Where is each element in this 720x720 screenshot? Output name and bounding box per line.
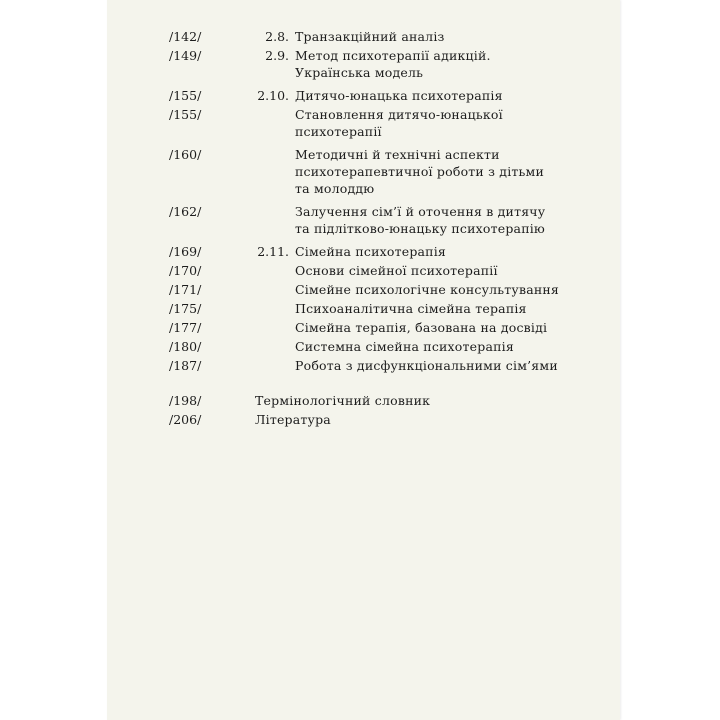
toc-title: Література <box>255 412 331 427</box>
toc-page-number: /169/ <box>169 244 202 259</box>
toc-subentry <box>169 281 609 298</box>
toc-title: Психоаналітична сімейна терапія <box>295 301 527 316</box>
toc-title: Метод психотерапії адикцій. Українська модель <box>295 48 491 80</box>
toc-title: Термінологічний словник <box>255 393 431 408</box>
toc-title: Залучення сім’ї й оточення в дитячу та підлітково-юнацьку психотерапію <box>295 204 546 236</box>
table-of-contents <box>169 28 609 428</box>
toc-title: Робота з дисфункціональними сім’ями <box>295 358 558 373</box>
toc-page-number: /142/ <box>169 29 202 44</box>
toc-page-number: /162/ <box>169 204 202 219</box>
toc-section-number: 2.11. <box>257 244 289 259</box>
toc-page-number: /187/ <box>169 358 202 373</box>
toc-subentry <box>169 338 609 355</box>
toc-title: Становлення дитячо-юнацької психотерапії <box>295 107 503 139</box>
toc-title: Системна сімейна психотерапія <box>295 339 514 354</box>
toc-page-number: /175/ <box>169 301 202 316</box>
toc-entry <box>169 243 609 260</box>
toc-subentry <box>169 203 609 237</box>
toc-page-number: /155/ <box>169 88 202 103</box>
toc-title: Основи сімейної психотерапії <box>295 263 498 278</box>
toc-subentry <box>169 262 609 279</box>
toc-page-number: /198/ <box>169 393 202 408</box>
toc-subentry <box>169 357 609 374</box>
toc-subentry <box>169 106 609 140</box>
toc-section-number: 2.8. <box>265 29 289 44</box>
toc-title: Методичні й технічні аспекти психотерапевтичної роботи з дітьми та молоддю <box>295 147 544 196</box>
toc-page-number: /149/ <box>169 48 202 63</box>
toc-entry <box>169 28 609 45</box>
toc-subentry <box>169 319 609 336</box>
toc-page-number: /206/ <box>169 412 202 427</box>
toc-section-number: 2.9. <box>265 48 289 63</box>
toc-page-number: /155/ <box>169 107 202 122</box>
toc-title: Сімейне психологічне консультування <box>295 282 560 297</box>
toc-entry <box>169 47 609 81</box>
toc-page-number: /170/ <box>169 263 202 278</box>
toc-page-number: /160/ <box>169 147 202 162</box>
book-page <box>107 0 620 720</box>
toc-title: Сімейна психотерапія <box>295 244 446 259</box>
toc-subentry <box>169 146 609 197</box>
toc-section-number: 2.10. <box>257 88 289 103</box>
toc-title: Сімейна терапія, базована на досвіді <box>295 320 548 335</box>
toc-title: Транзакційний аналіз <box>295 29 445 44</box>
toc-entry <box>169 411 609 428</box>
toc-entry <box>169 87 609 104</box>
toc-page-number: /171/ <box>169 282 202 297</box>
toc-title: Дитячо-юнацька психотерапія <box>295 88 503 103</box>
toc-subentry <box>169 300 609 317</box>
toc-page-number: /177/ <box>169 320 202 335</box>
toc-page-number: /180/ <box>169 339 202 354</box>
toc-entry <box>169 392 609 409</box>
